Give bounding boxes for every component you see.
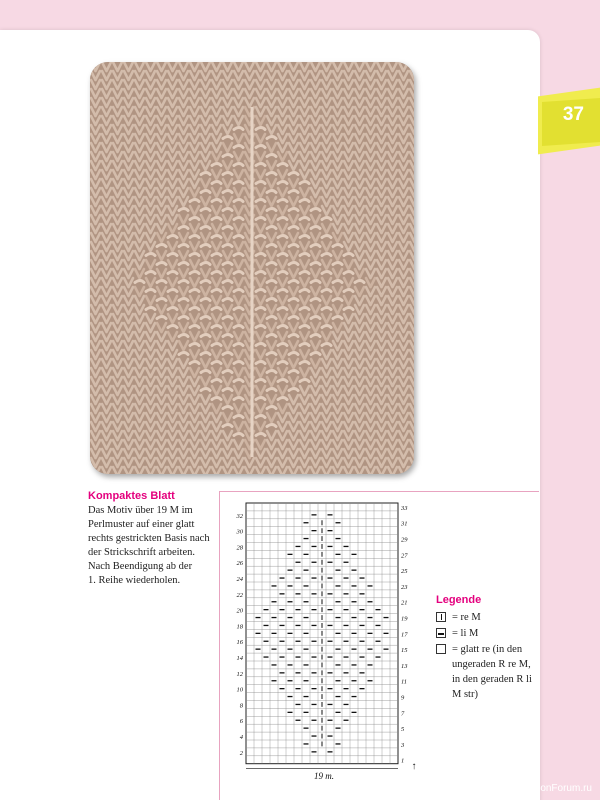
legend-item-text: = re M [452, 612, 481, 623]
legend-item-purl [436, 626, 536, 641]
blank-symbol-icon [436, 644, 446, 654]
legend-item-stockinette [436, 642, 536, 702]
knit-symbol-icon [436, 612, 446, 622]
legend-item-text: = glatt re (in den ungeraden R re M, in den geraden R li M str) [452, 644, 532, 700]
chart-row-label: 30 [236, 528, 243, 536]
chart-row-label: 19 [401, 615, 408, 623]
chart-row-label: 20 [236, 607, 243, 615]
chart-row-label: 24 [236, 576, 243, 583]
chart-row-label: 5 [401, 726, 405, 734]
chart-row-label: 6 [239, 718, 243, 726]
chart-row-labels-left [236, 513, 244, 757]
description-line: 1. Reihe wiederholen. [88, 575, 181, 586]
description-line: Nach Beendigung ab der [88, 561, 193, 572]
chart-start-arrow: ↑ [411, 761, 417, 772]
page-number: 37 [562, 104, 584, 125]
chart-row-label: 11 [401, 678, 408, 686]
chart-row-label: 3 [401, 741, 405, 749]
chart-row-label: 8 [239, 702, 243, 710]
legend-item-knit [436, 610, 536, 625]
chart-row-label: 2 [239, 749, 243, 757]
chart-row-label: 32 [236, 512, 243, 520]
chart-row-label: 29 [401, 536, 408, 544]
chart-row-labels-right [400, 505, 408, 765]
description-line: rechts gestrickten Basis nach [88, 533, 210, 544]
chart-row-label: 28 [236, 544, 243, 552]
pattern-caption [88, 490, 218, 588]
chart-row-label: 4 [239, 734, 243, 741]
purl-symbol-icon [436, 628, 446, 638]
chart-stitch-count: 19 m. [314, 771, 334, 781]
description-line: Das Motiv über 19 M im [88, 505, 193, 516]
chart-row-label: 31 [401, 520, 408, 528]
chart-row-label: 13 [401, 662, 408, 670]
description-line: Perlmuster auf einer glatt [88, 519, 195, 530]
pattern-title: Kompaktes Blatt [88, 490, 175, 502]
description-line: der Strickschrift arbeiten. [88, 547, 195, 558]
chart-row-label: 18 [236, 623, 243, 631]
legend-item-text: = li M [452, 628, 479, 639]
knitting-chart [226, 497, 422, 787]
chart-row-label: 16 [236, 639, 243, 647]
chart-row-label: 10 [236, 686, 243, 694]
watermark: PassionForum.ru [515, 783, 592, 794]
chart-row-label: 26 [236, 560, 243, 568]
chart-row-label: 33 [401, 504, 408, 512]
chart-row-label: 27 [401, 552, 408, 560]
chart-row-label: 23 [401, 583, 408, 591]
chart-row-label: 1 [401, 757, 405, 765]
chart-row-label: 12 [236, 670, 243, 678]
chart-row-label: 9 [401, 694, 405, 702]
knitting-swatch-photo [90, 62, 414, 474]
chart-row-label: 22 [236, 591, 243, 599]
chart-row-label: 14 [236, 655, 243, 662]
chart-row-label: 21 [401, 599, 408, 607]
chart-row-label: 25 [401, 568, 408, 576]
pattern-description [88, 504, 218, 588]
legend [436, 594, 536, 703]
chart-row-label: 7 [401, 710, 405, 718]
chart-row-label: 17 [401, 631, 408, 639]
chart-row-label: 15 [401, 647, 408, 655]
legend-title: Legende [436, 594, 482, 606]
